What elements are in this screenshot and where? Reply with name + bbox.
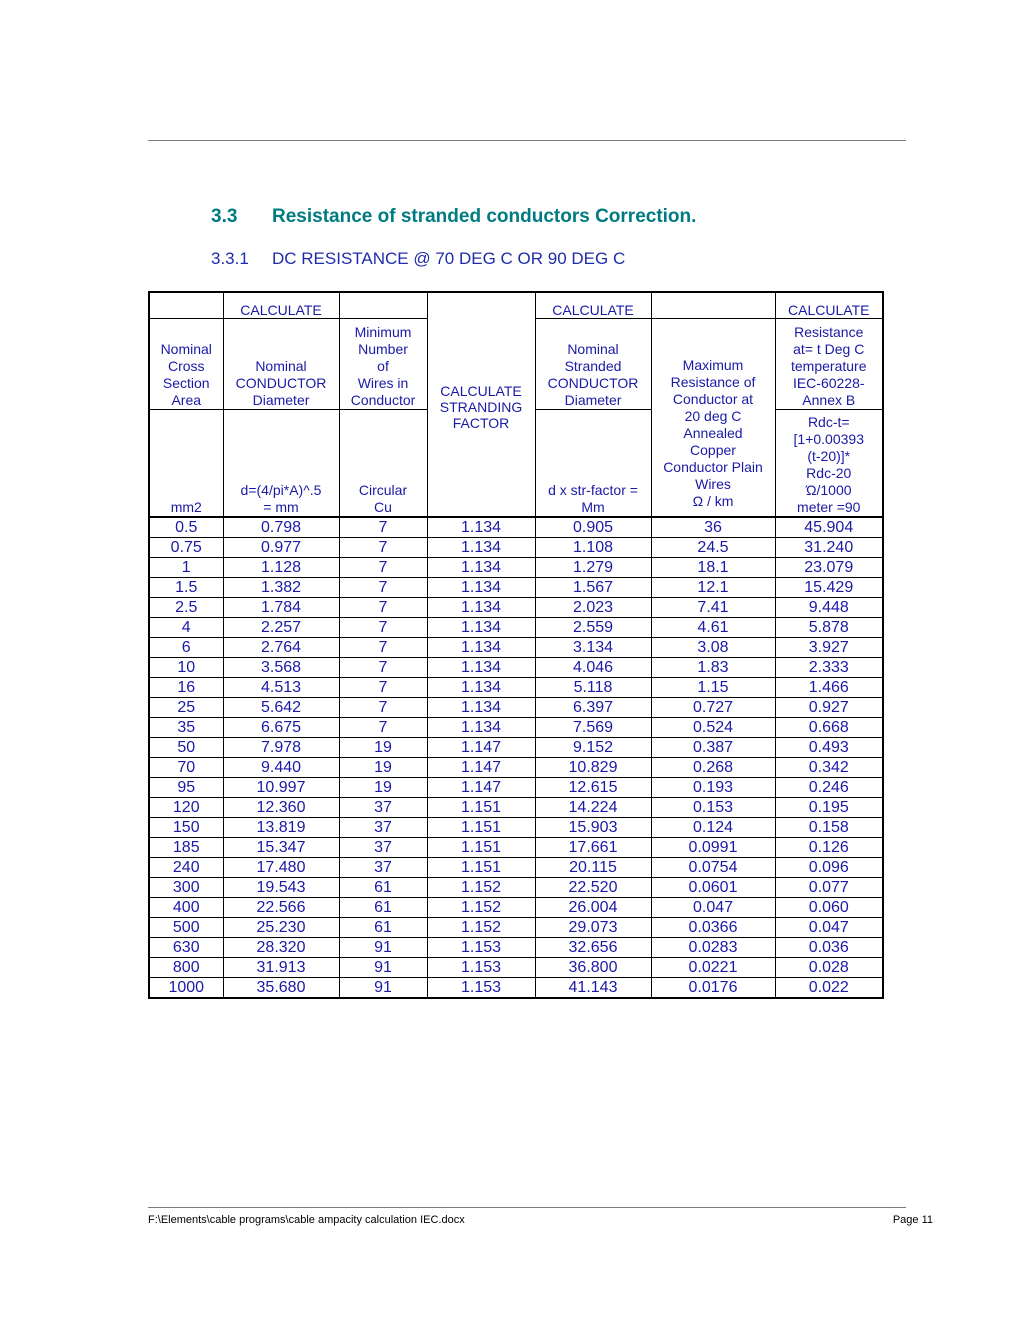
header-line: CONDUCTOR — [547, 375, 639, 391]
table-cell: 0.036 — [775, 938, 883, 958]
table-cell: 7 — [339, 598, 427, 618]
table-cell: 91 — [339, 938, 427, 958]
table-cell: 0.0754 — [651, 858, 775, 878]
footer-page-number: Page 11 — [892, 1214, 933, 1226]
table-cell: 37 — [339, 838, 427, 858]
table-cell: 12.615 — [535, 778, 651, 798]
table-row — [149, 778, 883, 798]
table-cell: 50 — [149, 738, 223, 758]
table-cell: 6.397 — [535, 698, 651, 718]
table-cell: 70 — [149, 758, 223, 778]
footer-file-path: F:\Elements\cable programs\cable ampacity calculation IEC.docx — [148, 1214, 465, 1226]
table-cell: 0.0176 — [651, 978, 775, 999]
table-cell: 7 — [339, 718, 427, 738]
table-cell: 1.147 — [427, 758, 535, 778]
table-cell: 0.342 — [775, 758, 883, 778]
table-cell: 2.764 — [223, 638, 339, 658]
table-cell: 1.151 — [427, 798, 535, 818]
header-cell: CALCULATE — [535, 292, 651, 319]
table-cell: 1.83 — [651, 658, 775, 678]
table-cell: 150 — [149, 818, 223, 838]
header-conductor-diameter — [223, 319, 339, 410]
table-cell: 31.240 — [775, 538, 883, 558]
header-line: Stranded — [564, 358, 622, 374]
table-cell: 32.656 — [535, 938, 651, 958]
header-line: mm2 — [170, 499, 202, 515]
table-cell: 26.004 — [535, 898, 651, 918]
header-line: Circular — [358, 482, 408, 498]
table-cell: 22.566 — [223, 898, 339, 918]
table-cell: 7 — [339, 618, 427, 638]
table-cell: 9.152 — [535, 738, 651, 758]
table-cell: 0.668 — [775, 718, 883, 738]
header-line: at= t Deg C — [793, 341, 865, 357]
table-cell: 1.152 — [427, 918, 535, 938]
table-row — [149, 818, 883, 838]
table-cell: 2.023 — [535, 598, 651, 618]
table-cell: 19 — [339, 758, 427, 778]
header-line: Section — [162, 375, 210, 391]
table-cell: 0.0601 — [651, 878, 775, 898]
table-cell: 0.047 — [651, 898, 775, 918]
table-cell: 0.077 — [775, 878, 883, 898]
table-row — [149, 638, 883, 658]
header-stranded-diameter — [535, 319, 651, 410]
table-cell: 1.151 — [427, 818, 535, 838]
table-cell: 0.5 — [149, 517, 223, 538]
table-cell: 5.878 — [775, 618, 883, 638]
header-max-resistance — [651, 319, 775, 518]
table-cell: 1.466 — [775, 678, 883, 698]
table-cell: 7.569 — [535, 718, 651, 738]
table-cell: 24.5 — [651, 538, 775, 558]
table-cell: 630 — [149, 938, 223, 958]
header-line: Diameter — [252, 392, 310, 408]
table-cell: 1.134 — [427, 718, 535, 738]
table-cell: 9.448 — [775, 598, 883, 618]
header-line: Wires in — [357, 375, 409, 391]
table-cell: 1.279 — [535, 558, 651, 578]
table-cell: 1.153 — [427, 958, 535, 978]
table-cell: 37 — [339, 818, 427, 838]
table-cell: 1.134 — [427, 517, 535, 538]
table-cell: 120 — [149, 798, 223, 818]
table-cell: 1.784 — [223, 598, 339, 618]
table-row — [149, 598, 883, 618]
table-row — [149, 938, 883, 958]
table-cell: 0.0221 — [651, 958, 775, 978]
table-cell: 0.387 — [651, 738, 775, 758]
table-cell: 0.060 — [775, 898, 883, 918]
header-line: Copper — [690, 442, 736, 458]
table-cell: 91 — [339, 978, 427, 999]
table-cell: 0.193 — [651, 778, 775, 798]
table-cell: 1.134 — [427, 698, 535, 718]
header-line: Area — [171, 392, 202, 408]
table-cell: 0.126 — [775, 838, 883, 858]
header-line: Resistance of — [670, 374, 756, 390]
table-cell: 17.480 — [223, 858, 339, 878]
table-cell: 6.675 — [223, 718, 339, 738]
table-cell: 31.913 — [223, 958, 339, 978]
header-rule — [148, 140, 906, 141]
table-cell: 0.524 — [651, 718, 775, 738]
table-cell: 19 — [339, 778, 427, 798]
table-cell: 500 — [149, 918, 223, 938]
table-cell: 3.134 — [535, 638, 651, 658]
table-cell: 0.75 — [149, 538, 223, 558]
table-cell: 185 — [149, 838, 223, 858]
table-row — [149, 838, 883, 858]
table-cell: 240 — [149, 858, 223, 878]
table-row — [149, 798, 883, 818]
table-cell: 4 — [149, 618, 223, 638]
table-row — [149, 718, 883, 738]
table-cell: 10.829 — [535, 758, 651, 778]
table-cell: 61 — [339, 918, 427, 938]
table-cell: 25 — [149, 698, 223, 718]
subsection-heading — [211, 249, 625, 269]
header-line: Ώ/1000 — [805, 482, 852, 498]
table-cell: 0.124 — [651, 818, 775, 838]
table-row — [149, 758, 883, 778]
table-cell: 15.429 — [775, 578, 883, 598]
table-cell: 61 — [339, 898, 427, 918]
table-cell: 14.224 — [535, 798, 651, 818]
header-line: d=(4/pi*A)^.5 — [240, 482, 322, 498]
table-cell: 300 — [149, 878, 223, 898]
table-cell: 1.134 — [427, 658, 535, 678]
resistance-table — [148, 291, 884, 999]
table-cell: 3.568 — [223, 658, 339, 678]
header-stranding-factor — [427, 292, 535, 517]
table-cell: 1.134 — [427, 578, 535, 598]
table-cell: 1.147 — [427, 738, 535, 758]
table-cell: 1.128 — [223, 558, 339, 578]
table-row — [149, 858, 883, 878]
table-cell: 1.134 — [427, 538, 535, 558]
header-line: Annealed — [683, 425, 743, 441]
table-cell: 7 — [339, 698, 427, 718]
table-cell: 13.819 — [223, 818, 339, 838]
section-title: Resistance of stranded conductors Correction. — [272, 206, 697, 227]
header-row-calculate — [149, 292, 883, 319]
table-row — [149, 678, 883, 698]
header-line: Rdc-t= — [807, 414, 850, 430]
table-cell: 1.382 — [223, 578, 339, 598]
table-cell: 7 — [339, 658, 427, 678]
table-cell: 0.268 — [651, 758, 775, 778]
table-cell: 1.134 — [427, 598, 535, 618]
header-unit-wires — [339, 410, 427, 518]
header-line: Ω / km — [692, 493, 734, 509]
table-cell: 37 — [339, 798, 427, 818]
header-line: STRANDING — [439, 399, 523, 415]
table-cell: 2.5 — [149, 598, 223, 618]
table-cell: 10.997 — [223, 778, 339, 798]
header-unit-diameter — [223, 410, 339, 518]
header-unit-area — [149, 410, 223, 518]
table-cell: 0.022 — [775, 978, 883, 999]
header-cell — [339, 292, 427, 319]
table-cell: 1000 — [149, 978, 223, 999]
table-cell: 36 — [651, 517, 775, 538]
footer-rule — [148, 1207, 906, 1208]
table-cell: 7.41 — [651, 598, 775, 618]
table-cell: 0.153 — [651, 798, 775, 818]
table-cell: 10 — [149, 658, 223, 678]
header-line: Rdc-20 — [806, 465, 852, 481]
table-cell: 95 — [149, 778, 223, 798]
table-row — [149, 578, 883, 598]
table-cell: 28.320 — [223, 938, 339, 958]
table-cell: 1.567 — [535, 578, 651, 598]
header-cell: CALCULATE — [775, 292, 883, 319]
header-line: of — [377, 358, 389, 374]
table-cell: 0.0991 — [651, 838, 775, 858]
header-line: 20 deg C — [684, 408, 742, 424]
table-cell: 19.543 — [223, 878, 339, 898]
header-line: CONDUCTOR — [235, 375, 327, 391]
table-cell: 35.680 — [223, 978, 339, 999]
table-cell: 400 — [149, 898, 223, 918]
header-line: Minimum — [354, 324, 412, 340]
table-cell: 4.513 — [223, 678, 339, 698]
table-cell: 35 — [149, 718, 223, 738]
header-line: Nominal — [255, 358, 307, 374]
header-cell: CALCULATE — [223, 292, 339, 319]
table-row — [149, 618, 883, 638]
header-cell — [651, 292, 775, 319]
table-cell: 1 — [149, 558, 223, 578]
table-cell: 37 — [339, 858, 427, 878]
table-cell: 1.5 — [149, 578, 223, 598]
header-line: (t-20)]* — [807, 448, 851, 464]
table-cell: 15.347 — [223, 838, 339, 858]
header-line: IEC-60228- — [792, 375, 865, 391]
table-cell: 1.134 — [427, 678, 535, 698]
header-line: Conductor — [350, 392, 416, 408]
table-row — [149, 658, 883, 678]
table-cell: 0.798 — [223, 517, 339, 538]
header-line: Number — [358, 341, 408, 357]
table-cell: 0.246 — [775, 778, 883, 798]
table-cell: 3.08 — [651, 638, 775, 658]
header-line: Cross — [167, 358, 205, 374]
header-unit-restemp — [775, 410, 883, 518]
table-cell: 0.905 — [535, 517, 651, 538]
table-cell: 0.096 — [775, 858, 883, 878]
header-resistance-temperature — [775, 319, 883, 410]
table-cell: 0.493 — [775, 738, 883, 758]
table-cell: 12.360 — [223, 798, 339, 818]
table-cell: 0.0366 — [651, 918, 775, 938]
subsection-number: 3.3.1 — [211, 249, 249, 268]
table-row — [149, 698, 883, 718]
table-cell: 1.134 — [427, 618, 535, 638]
table-cell: 7 — [339, 638, 427, 658]
table-cell: 45.904 — [775, 517, 883, 538]
table-cell: 1.108 — [535, 538, 651, 558]
table-cell: 29.073 — [535, 918, 651, 938]
table-cell: 7 — [339, 538, 427, 558]
table-cell: 0.927 — [775, 698, 883, 718]
table-row — [149, 878, 883, 898]
subsection-title: DC RESISTANCE @ 70 DEG C OR 90 DEG C — [272, 249, 626, 268]
header-cell — [149, 292, 223, 319]
table-cell: 4.61 — [651, 618, 775, 638]
header-line: meter =90 — [797, 499, 861, 515]
table-cell: 16 — [149, 678, 223, 698]
table-cell: 1.134 — [427, 638, 535, 658]
table-cell: 15.903 — [535, 818, 651, 838]
header-line: CALCULATE — [440, 383, 522, 399]
table-cell: 0.0283 — [651, 938, 775, 958]
table-cell: 12.1 — [651, 578, 775, 598]
header-line: d x str-factor = — [548, 482, 638, 498]
table-cell: 1.152 — [427, 898, 535, 918]
table-cell: 1.151 — [427, 838, 535, 858]
table-cell: 9.440 — [223, 758, 339, 778]
table-cell: 61 — [339, 878, 427, 898]
table-cell: 18.1 — [651, 558, 775, 578]
table-cell: 1.15 — [651, 678, 775, 698]
header-line: Nominal — [160, 341, 212, 357]
header-line: Nominal — [567, 341, 619, 357]
table-row — [149, 978, 883, 999]
table-cell: 0.047 — [775, 918, 883, 938]
table-cell: 23.079 — [775, 558, 883, 578]
table-cell: 1.147 — [427, 778, 535, 798]
table-row — [149, 738, 883, 758]
table-cell: 3.927 — [775, 638, 883, 658]
table-row — [149, 898, 883, 918]
table-row — [149, 558, 883, 578]
table-cell: 5.642 — [223, 698, 339, 718]
table-cell: 6 — [149, 638, 223, 658]
table-cell: 20.115 — [535, 858, 651, 878]
header-line: Conductor at — [672, 391, 754, 407]
table-cell: 91 — [339, 958, 427, 978]
table-cell: 1.153 — [427, 978, 535, 999]
table-cell: 5.118 — [535, 678, 651, 698]
table-cell: 41.143 — [535, 978, 651, 999]
table-cell: 0.158 — [775, 818, 883, 838]
table-cell: 0.727 — [651, 698, 775, 718]
table-cell: 7 — [339, 678, 427, 698]
table-row — [149, 538, 883, 558]
table-cell: 22.520 — [535, 878, 651, 898]
table-cell: 0.977 — [223, 538, 339, 558]
header-line: Cu — [374, 499, 392, 515]
header-line: Resistance — [794, 324, 864, 340]
table-cell: 19 — [339, 738, 427, 758]
section-heading — [211, 206, 696, 228]
table-cell: 1.151 — [427, 858, 535, 878]
table-cell: 4.046 — [535, 658, 651, 678]
table-row — [149, 958, 883, 978]
table-row — [149, 918, 883, 938]
header-line: [1+0.00393 — [793, 431, 864, 447]
header-line: Annex B — [802, 392, 856, 408]
section-number: 3.3 — [211, 206, 238, 227]
header-line: Conductor Plain — [663, 459, 763, 475]
header-line: Mm — [581, 499, 605, 515]
table-cell: 7 — [339, 558, 427, 578]
table-cell: 2.333 — [775, 658, 883, 678]
table-cell: 1.152 — [427, 878, 535, 898]
table-cell: 2.257 — [223, 618, 339, 638]
table-cell: 800 — [149, 958, 223, 978]
table-cell: 0.028 — [775, 958, 883, 978]
table-cell: 0.195 — [775, 798, 883, 818]
header-line: Wires — [695, 476, 731, 492]
table-cell: 25.230 — [223, 918, 339, 938]
table-cell: 7.978 — [223, 738, 339, 758]
table-cell: 17.661 — [535, 838, 651, 858]
header-number-of-wires — [339, 319, 427, 410]
header-line: FACTOR — [452, 415, 510, 431]
header-unit-stranded — [535, 410, 651, 518]
header-line: temperature — [791, 358, 867, 374]
table-row — [149, 517, 883, 538]
table-cell: 1.134 — [427, 558, 535, 578]
header-cross-section-area — [149, 319, 223, 410]
table-cell: 7 — [339, 517, 427, 538]
header-line: Diameter — [564, 392, 622, 408]
table-cell: 36.800 — [535, 958, 651, 978]
header-line: = mm — [263, 499, 299, 515]
header-line: Maximum — [682, 357, 744, 373]
table-cell: 7 — [339, 578, 427, 598]
table-cell: 2.559 — [535, 618, 651, 638]
table-cell: 1.153 — [427, 938, 535, 958]
